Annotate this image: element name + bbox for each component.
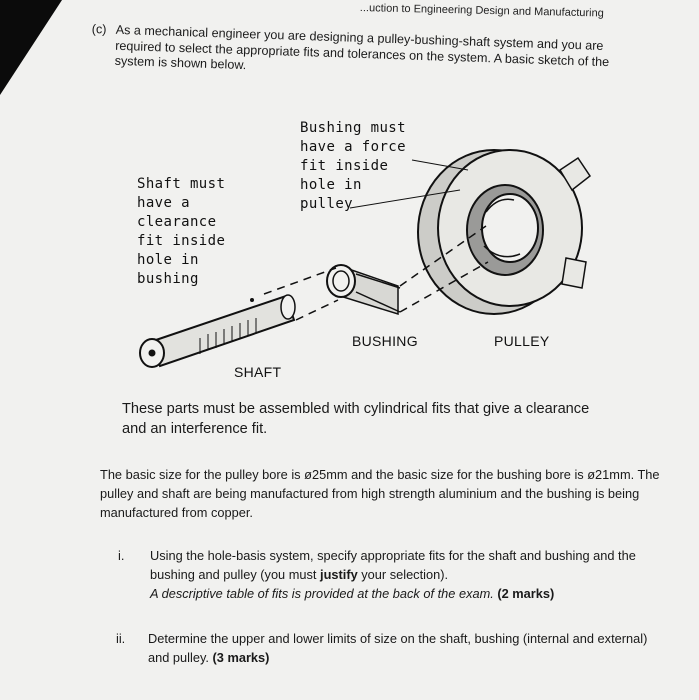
intro-text: As a mechanical engineer you are designing a pulley-bushing-shaft system and you are required to select the appropriate fits and tolerances on the system. A basic sketch of the system is shown below. [114,22,610,73]
fits-table-note: A descriptive table of fits is provided at the back of the exam. [150,586,494,601]
emphasis-justify: justify [320,567,358,582]
sub-question-body: Using the hole-basis system, specify appropriate fits for the shaft and bushing and the bushing and pulley (you must justify your selection). A descriptive table of fits is provided at the back of the exam. (2 marks) [150,548,636,601]
sub-question-number: ii. [116,631,126,646]
bushing-annotation: Bushing must have a force fit inside hole in pulley [300,120,406,212]
bushing-label: BUSHING [352,333,418,349]
question-label: (c) [91,22,107,37]
shaft-label: SHAFT [234,364,282,380]
pulley-label: PULLEY [494,333,550,349]
basic-size-paragraph: The basic size for the pulley bore is ø25mm and the basic size for the bushing bore is ø21mm. The pulley and shaft are being manufactured from high strength aluminium and the bushing is being manufactured from copper. [100,467,660,520]
shaft-drawing [140,295,295,367]
marks-badge: (3 marks) [212,650,270,665]
shaft-annotation: Shaft must have a clearance fit inside hole in bushing [137,176,226,287]
sub-question-body: Determine the upper and lower limits of size on the shaft, bushing (internal and external) and pulley. (3 marks) [148,631,648,665]
running-header: ...uction to Engineering Design and Manufacturing [359,2,604,20]
marks-badge: (2 marks) [497,586,555,601]
assembly-statement: These parts must be assembled with cylindrical fits that give a clearance and an interference fit. [122,401,590,437]
sub-question-number: i. [118,548,125,563]
bushing-drawing [327,265,400,314]
